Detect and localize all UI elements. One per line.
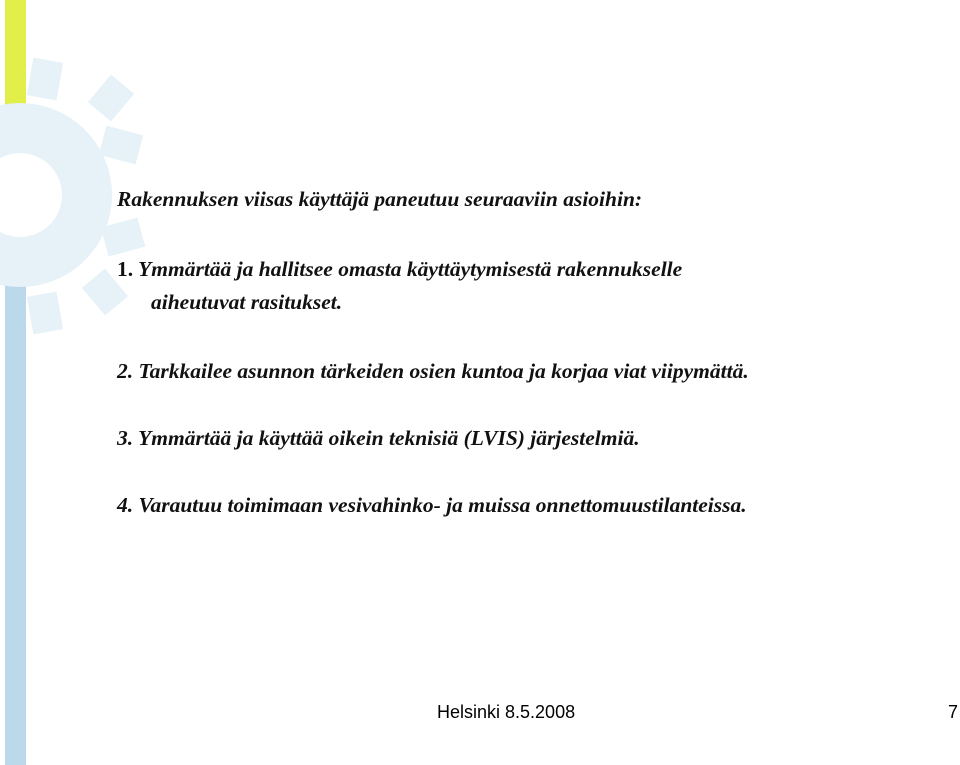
list-item-number: 2.: [117, 359, 134, 383]
list-item-1: [117, 255, 682, 283]
footer-page-number: 7: [948, 702, 959, 722]
list-item-text: Tarkkailee asunnon tärkeiden osien kuntoa ja korjaa viat viipymättä.: [138, 359, 749, 383]
list-item-2: [117, 357, 749, 385]
footer-place-date: Helsinki 8.5.2008: [437, 702, 576, 722]
list-item-text: Ymmärtää ja käyttää oikein teknisiä (LVIS) järjestelmiä.: [138, 426, 640, 450]
list-item-text: Varautuu toimimaan vesivahinko- ja muissa onnettomuustilanteissa.: [138, 493, 747, 517]
list-item-number: 3.: [117, 426, 134, 450]
list-item-3: [117, 424, 640, 452]
list-item-text: Ymmärtää ja hallitsee omasta käyttäytymisestä rakennukselle: [138, 257, 683, 281]
list-item-number: 4.: [117, 493, 134, 517]
list-item-1-continuation: aiheutuvat rasitukset.: [151, 290, 343, 314]
slide-heading: Rakennuksen viisas käyttäjä paneutuu seuraaviin asioihin:: [117, 187, 643, 211]
list-item-4: [117, 491, 747, 519]
list-item-number: 1.: [117, 257, 134, 281]
